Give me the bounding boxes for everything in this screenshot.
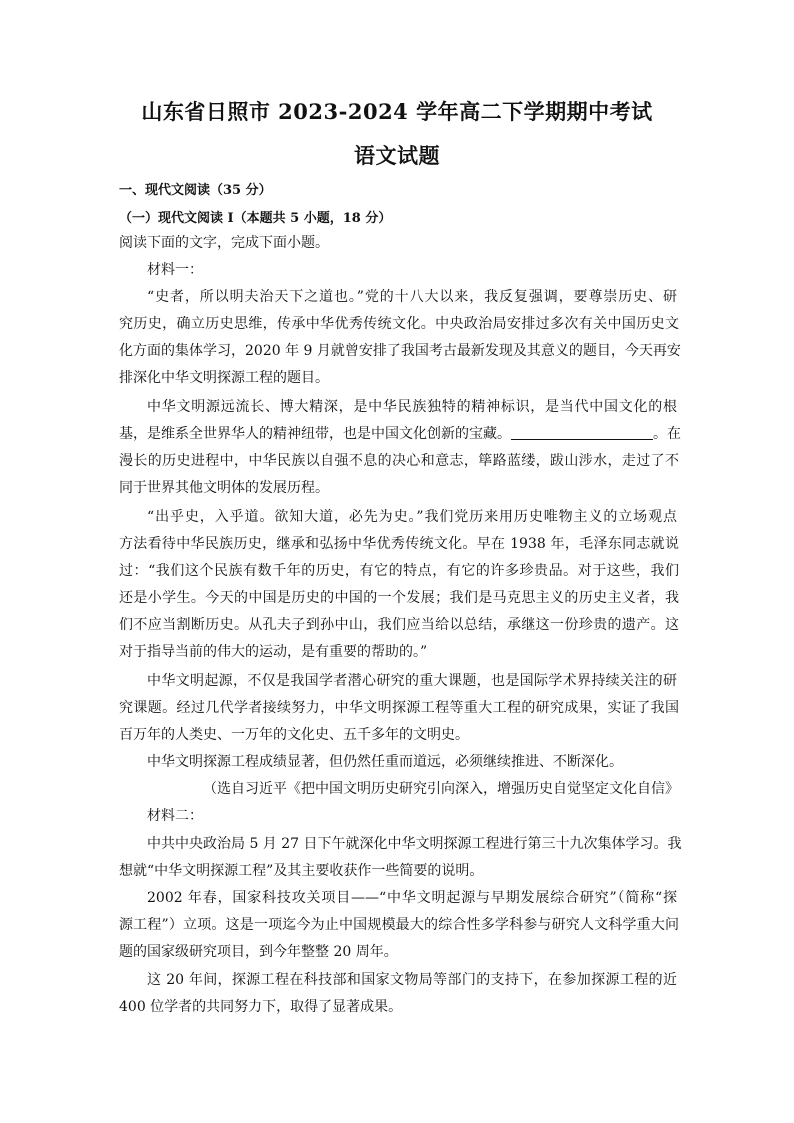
paragraph-line: 2002 年春，国家科技攻关项目——“中华文明起源与早期发展综合研究”（简称“探 bbox=[147, 890, 677, 906]
exam-title: 山东省日照市 2023-2024 学年高二下学期期中考试 bbox=[141, 99, 653, 124]
paragraph-line: “出乎史，入乎道。欲知大道，必先为史。”我们党历来用历史唯物主义的立场观点 bbox=[147, 509, 677, 525]
section-heading-1: 一、现代文阅读（35 分） bbox=[119, 183, 272, 198]
paragraph-line: 想就“中华文明探源工程”及其主要收获作一些简要的说明。 bbox=[119, 863, 484, 879]
paragraph-line: 究课题。经过几代学者接续努力，中华文明探源工程等重大工程的研究成果，实证了我国 bbox=[119, 700, 679, 716]
instruction-text: 阅读下面的文字，完成下面小题。 bbox=[119, 235, 329, 251]
paragraph-line: 中共中央政治局 5 月 27 日下午就深化中华文明探源工程进行第三十九次集体学习。我 bbox=[147, 836, 682, 852]
paragraph-line: 还是小学生。今天的中国是历史的中国的一个发展；我们是马克思主义的历史主义者，我 bbox=[119, 590, 679, 606]
paragraph-line: 方法看待中华民族历史，继承和弘扬中华优秀传统文化。早在 1938 年，毛泽东同志就说 bbox=[119, 536, 679, 552]
source-citation: （选自习近平《把中国文明历史研究引向深入，增强历史自觉坚定文化自信》 bbox=[203, 781, 679, 797]
fill-in-blank bbox=[511, 425, 653, 440]
paragraph-line: 对于指导当前的伟大的运动，是有重要的帮助的。” bbox=[119, 644, 428, 660]
section-heading-1-1: （一）现代文阅读 I（本题共 5 小题，18 分） bbox=[119, 211, 392, 226]
paragraph-line: 400 位学者的共同努力下，取得了显著成果。 bbox=[119, 999, 403, 1015]
paragraph-line: 究历史，确立历史思维，传承中华优秀传统文化。中央政治局安排过多次有关中国历史文 bbox=[119, 316, 679, 332]
paragraph-line: 中华文明探源工程成绩显著，但仍然任重而道远，必须继续推进、不断深化。 bbox=[147, 754, 623, 770]
paragraph-line: 中华文明起源，不仅是我国学者潜心研究的重大课题，也是国际学术界持续关注的研 bbox=[147, 673, 677, 689]
material-2-label: 材料二： bbox=[147, 808, 203, 824]
paragraph-text: 基，是维系全世界华人的精神纽带，也是中国文化创新的宝藏。 bbox=[119, 426, 511, 442]
paragraph-line: 们不应当割断历史。从孔夫子到孙中山，我们应当给以总结，承继这一份珍贵的遗产。这 bbox=[119, 617, 679, 633]
paragraph-line: 化方面的集体学习，2020 年 9 月就曾安排了我国考古最新发现及其意义的题目，今天再安 bbox=[119, 343, 681, 359]
paragraph-line: 过：“我们这个民族有数千年的历史，有它的特点，有它的许多珍贵品。对于这些，我们 bbox=[119, 563, 679, 579]
paragraph-line-with-blank bbox=[119, 424, 679, 444]
paragraph-line: 排深化中华文明探源工程的题目。 bbox=[119, 370, 329, 386]
paragraph-line: 百万年的人类史、一万年的文化史、五千多年的文明史。 bbox=[119, 727, 469, 743]
paragraph-line: 题的国家级研究项目，到今年整整 20 周年。 bbox=[119, 944, 398, 960]
paragraph-line: 同于世界其他文明体的发展历程。 bbox=[119, 480, 329, 496]
paragraph-line: 中华文明源远流长、博大精深，是中华民族独特的精神标识，是当代中国文化的根 bbox=[147, 399, 677, 415]
paragraph-line: 漫长的历史进程中，中华民族以自强不息的决心和意志，筚路蓝缕，跋山涉水，走过了不 bbox=[119, 453, 679, 469]
exam-subtitle: 语文试题 bbox=[354, 143, 440, 168]
paragraph-line: “史者，所以明夫治天下之道也。”党的十八大以来，我反复强调，要尊崇历史、研 bbox=[147, 289, 677, 305]
paragraph-line: 源工程”）立项。这是一项迄今为止中国规模最大的综合性多学科参与研究人文科学重大问 bbox=[119, 917, 679, 933]
paragraph-line: 这 20 年间，探源工程在科技部和国家文物局等部门的支持下，在参加探源工程的近 bbox=[147, 972, 677, 988]
paragraph-text: 。在 bbox=[653, 426, 681, 442]
material-1-label: 材料一： bbox=[147, 262, 203, 278]
